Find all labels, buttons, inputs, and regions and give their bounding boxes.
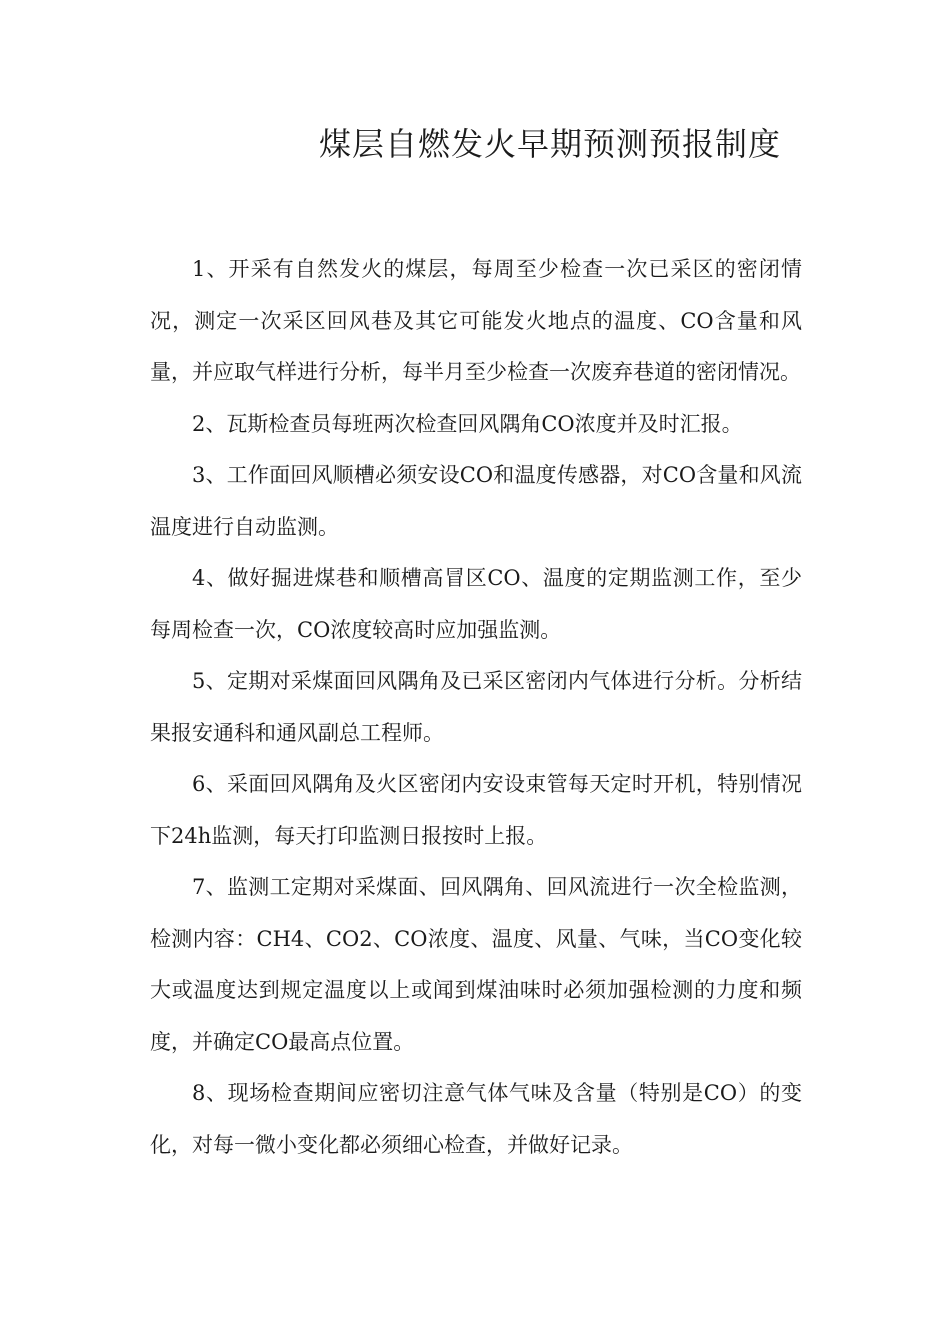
paragraph-3: 3、工作面回风顺槽必须安设CO和温度传感器，对CO含量和风流温度进行自动监测。 [150, 463, 802, 539]
paragraph-7: 7、监测工定期对采煤面、回风隅角、回风流进行一次全检监测，检测内容：CH4、CO2、CO浓度、温度、风量、气味，当CO变化较大或温度达到规定温度以上或闻到煤油味时必须加强检测的力度和频度，并确定CO最高点位置。 [150, 875, 802, 1054]
paragraph-4: 4、做好掘进煤巷和顺槽高冒区CO、温度的定期监测工作，至少每周检查一次，CO浓度较高时应加强监测。 [150, 566, 802, 642]
document-title: 煤层自燃发火早期预测预报制度 [318, 125, 781, 163]
paragraph-8: 8、现场检查期间应密切注意气体气味及含量（特别是CO）的变化，对每一微小变化都必须细心检查，并做好记录。 [150, 1081, 802, 1157]
paragraph-5: 5、定期对采煤面回风隅角及已采区密闭内气体进行分析。分析结果报安通科和通风副总工程师。 [150, 669, 802, 745]
paragraph-2: 2、瓦斯检查员每班两次检查回风隅角CO浓度并及时汇报。 [192, 411, 743, 436]
paragraph-6: 6、采面回风隅角及火区密闭内安设束管每天定时开机，特别情况下24h监测，每天打印监测日报按时上报。 [150, 772, 802, 848]
document-body [150, 244, 802, 1171]
paragraph-1: 1、开采有自然发火的煤层，每周至少检查一次已采区的密闭情况，测定一次采区回风巷及其它可能发火地点的温度、CO含量和风量，并应取气样进行分析，每半月至少检查一次废弃巷道的密闭情况。 [150, 257, 802, 384]
